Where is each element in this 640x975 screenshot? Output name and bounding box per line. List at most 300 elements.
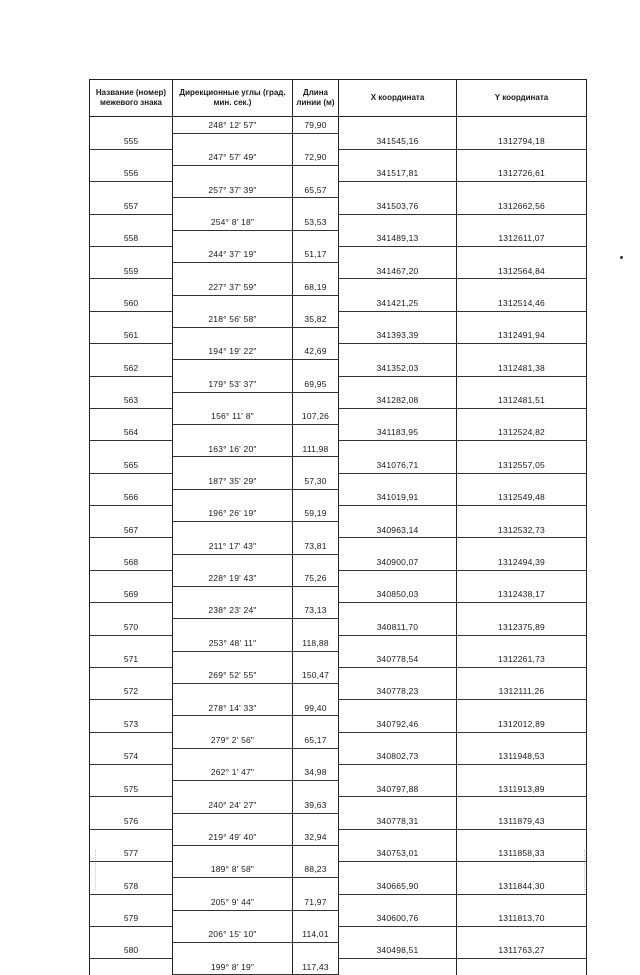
empty-cell (457, 279, 587, 295)
segment-length: 59,19 (293, 506, 339, 522)
empty-cell (339, 700, 457, 716)
table-row (90, 732, 587, 748)
point-name: 574 (90, 748, 173, 764)
empty-cell (293, 392, 339, 408)
empty-cell (457, 182, 587, 198)
y-coordinate: 1311913,89 (457, 781, 587, 797)
point-name: 575 (90, 781, 173, 797)
table-row (90, 441, 587, 457)
table-row (90, 603, 587, 619)
table-row (90, 894, 587, 910)
empty-cell (339, 117, 457, 134)
segment-angle: 219° 49' 40" (173, 829, 293, 845)
empty-cell (339, 667, 457, 683)
table-row (90, 344, 587, 360)
empty-cell (457, 797, 587, 813)
table-row (90, 214, 587, 230)
empty-cell (173, 651, 293, 667)
coordinates-table (89, 79, 587, 975)
segment-length: 71,97 (293, 894, 339, 910)
table-row (90, 813, 587, 829)
y-coordinate: 1312794,18 (457, 133, 587, 149)
empty-cell (90, 829, 173, 845)
empty-cell (293, 489, 339, 505)
empty-cell (90, 247, 173, 263)
empty-cell (457, 473, 587, 489)
empty-cell (293, 425, 339, 441)
segment-length: 51,17 (293, 247, 339, 263)
x-coordinate: 341545,16 (339, 133, 457, 149)
empty-cell (173, 457, 293, 473)
empty-cell (293, 748, 339, 764)
point-name: 562 (90, 360, 173, 376)
point-name: 566 (90, 489, 173, 505)
segment-angle: 199° 8' 19" (173, 959, 293, 975)
empty-cell (339, 765, 457, 781)
table-row (90, 392, 587, 408)
x-coordinate: 341183,95 (339, 425, 457, 441)
empty-cell (339, 182, 457, 198)
point-name: 578 (90, 878, 173, 894)
empty-cell (90, 182, 173, 198)
table-row (90, 408, 587, 424)
y-coordinate: 1312261,73 (457, 651, 587, 667)
empty-cell (457, 441, 587, 457)
empty-cell (293, 327, 339, 343)
segment-length: 88,23 (293, 862, 339, 878)
table-row (90, 506, 587, 522)
segment-angle: 205° 9' 44" (173, 894, 293, 910)
x-coordinate: 340811,70 (339, 619, 457, 635)
empty-cell (173, 522, 293, 538)
table-row (90, 684, 587, 700)
empty-cell (173, 586, 293, 602)
segment-length: 72,90 (293, 149, 339, 165)
point-name: 568 (90, 554, 173, 570)
table-row (90, 247, 587, 263)
x-coordinate: 340778,23 (339, 684, 457, 700)
empty-cell (173, 684, 293, 700)
segment-length: 35,82 (293, 311, 339, 327)
table-row (90, 586, 587, 602)
empty-cell (90, 765, 173, 781)
table-row (90, 538, 587, 554)
empty-cell (90, 408, 173, 424)
empty-cell (339, 344, 457, 360)
empty-cell (173, 716, 293, 732)
table-row (90, 845, 587, 861)
empty-cell (457, 765, 587, 781)
x-coordinate: 340778,54 (339, 651, 457, 667)
segment-length: 99,40 (293, 700, 339, 716)
empty-cell (293, 910, 339, 926)
x-coordinate: 341421,25 (339, 295, 457, 311)
x-coordinate: 340802,73 (339, 748, 457, 764)
empty-cell (293, 813, 339, 829)
table-row (90, 473, 587, 489)
empty-cell (173, 263, 293, 279)
empty-cell (457, 667, 587, 683)
segment-angle: 279° 2' 56" (173, 732, 293, 748)
segment-angle: 163° 16' 20" (173, 441, 293, 457)
empty-cell (90, 700, 173, 716)
x-coordinate: 341503,76 (339, 198, 457, 214)
point-name: 572 (90, 684, 173, 700)
empty-cell (293, 457, 339, 473)
table-row (90, 457, 587, 473)
table-row (90, 862, 587, 878)
y-coordinate: 1311763,27 (457, 943, 587, 959)
empty-cell (293, 651, 339, 667)
point-name: 561 (90, 327, 173, 343)
empty-cell (293, 166, 339, 182)
x-coordinate: 340797,88 (339, 781, 457, 797)
empty-cell (339, 441, 457, 457)
empty-cell (173, 327, 293, 343)
empty-cell (90, 117, 173, 134)
segment-angle: 189° 8' 58" (173, 862, 293, 878)
empty-cell (339, 149, 457, 165)
empty-cell (457, 635, 587, 651)
table-row (90, 133, 587, 149)
table-row (90, 959, 587, 975)
empty-cell (339, 603, 457, 619)
empty-cell (90, 311, 173, 327)
point-name: 563 (90, 392, 173, 408)
segment-angle: 211° 17' 43" (173, 538, 293, 554)
table-row (90, 522, 587, 538)
empty-cell (173, 230, 293, 246)
segment-length: 65,57 (293, 182, 339, 198)
table-row (90, 926, 587, 942)
point-name: 579 (90, 910, 173, 926)
header-direction-angle: Дирекционные углы (град. мин. сек.) (173, 80, 293, 117)
segment-length: 107,26 (293, 408, 339, 424)
segment-length: 69,95 (293, 376, 339, 392)
segment-length: 114,01 (293, 926, 339, 942)
point-name: 564 (90, 425, 173, 441)
segment-length: 73,13 (293, 603, 339, 619)
y-coordinate: 1312662,56 (457, 198, 587, 214)
empty-cell (339, 473, 457, 489)
x-coordinate: 341393,39 (339, 327, 457, 343)
empty-cell (90, 894, 173, 910)
x-coordinate: 341467,20 (339, 263, 457, 279)
segment-angle: 240° 24' 27" (173, 797, 293, 813)
point-name: 565 (90, 457, 173, 473)
table-row (90, 149, 587, 165)
segment-angle: 253° 48' 11" (173, 635, 293, 651)
x-coordinate: 341076,71 (339, 457, 457, 473)
empty-cell (293, 554, 339, 570)
header-y-coordinate: Y координата (457, 80, 587, 117)
point-name: 580 (90, 943, 173, 959)
table-row (90, 295, 587, 311)
header-point-name: Название (номер) межевого знака (90, 80, 173, 117)
x-coordinate: 341517,81 (339, 166, 457, 182)
empty-cell (457, 700, 587, 716)
empty-cell (90, 344, 173, 360)
table-row (90, 166, 587, 182)
segment-angle: 269° 52' 55" (173, 667, 293, 683)
empty-cell (339, 829, 457, 845)
empty-cell (339, 732, 457, 748)
table-row (90, 198, 587, 214)
empty-cell (293, 230, 339, 246)
x-coordinate: 341019,91 (339, 489, 457, 505)
segment-length: 42,69 (293, 344, 339, 360)
empty-cell (293, 716, 339, 732)
x-coordinate: 341282,08 (339, 392, 457, 408)
table-row (90, 327, 587, 343)
empty-cell (457, 247, 587, 263)
segment-angle: 194° 19' 22" (173, 344, 293, 360)
empty-cell (457, 376, 587, 392)
empty-cell (457, 570, 587, 586)
y-coordinate: 1311858,33 (457, 845, 587, 861)
segment-length: 39,63 (293, 797, 339, 813)
empty-cell (457, 926, 587, 942)
empty-cell (457, 506, 587, 522)
table-row (90, 700, 587, 716)
y-coordinate: 1311948,53 (457, 748, 587, 764)
y-coordinate: 1312532,73 (457, 522, 587, 538)
x-coordinate: 340850,03 (339, 586, 457, 602)
segment-length: 150,47 (293, 667, 339, 683)
empty-cell (339, 311, 457, 327)
segment-length: 34,98 (293, 765, 339, 781)
empty-cell (293, 360, 339, 376)
empty-cell (339, 376, 457, 392)
table-body (90, 117, 587, 975)
table-row (90, 554, 587, 570)
empty-cell (339, 214, 457, 230)
segment-length: 57,30 (293, 473, 339, 489)
empty-cell (90, 538, 173, 554)
table-row (90, 748, 587, 764)
point-name: 556 (90, 166, 173, 182)
segment-angle: 254° 8' 18" (173, 214, 293, 230)
empty-cell (90, 506, 173, 522)
empty-cell (457, 603, 587, 619)
point-name: 557 (90, 198, 173, 214)
header-line-length: Длина линии (м) (293, 80, 339, 117)
empty-cell (293, 684, 339, 700)
empty-cell (457, 829, 587, 845)
point-name: 558 (90, 230, 173, 246)
y-coordinate: 1312524,82 (457, 425, 587, 441)
y-coordinate: 1312111,26 (457, 684, 587, 700)
empty-cell (293, 878, 339, 894)
segment-length: 75,26 (293, 570, 339, 586)
x-coordinate: 340963,14 (339, 522, 457, 538)
empty-cell (293, 586, 339, 602)
empty-cell (173, 392, 293, 408)
table-row (90, 716, 587, 732)
segment-angle: 179° 53' 37" (173, 376, 293, 392)
table-row (90, 943, 587, 959)
empty-cell (457, 408, 587, 424)
y-coordinate: 1312514,46 (457, 295, 587, 311)
empty-cell (173, 489, 293, 505)
x-coordinate: 340778,31 (339, 813, 457, 829)
segment-angle: 238° 23' 24" (173, 603, 293, 619)
empty-cell (90, 959, 173, 975)
point-name: 569 (90, 586, 173, 602)
table-row (90, 425, 587, 441)
empty-cell (173, 748, 293, 764)
point-name: 559 (90, 263, 173, 279)
y-coordinate: 1312494,39 (457, 554, 587, 570)
empty-cell (90, 149, 173, 165)
segment-angle: 257° 37' 39" (173, 182, 293, 198)
empty-cell (339, 894, 457, 910)
segment-length: 68,19 (293, 279, 339, 295)
table-row (90, 570, 587, 586)
empty-cell (457, 344, 587, 360)
segment-length: 79,90 (293, 117, 339, 134)
segment-angle: 248° 12' 57" (173, 117, 293, 134)
empty-cell (173, 554, 293, 570)
header-x-coordinate: X координата (339, 80, 457, 117)
empty-cell (339, 538, 457, 554)
segment-angle: 156° 11' 8" (173, 408, 293, 424)
x-coordinate: 340792,46 (339, 716, 457, 732)
empty-cell (90, 279, 173, 295)
empty-cell (173, 781, 293, 797)
segment-length: 111,98 (293, 441, 339, 457)
point-name: 560 (90, 295, 173, 311)
empty-cell (339, 635, 457, 651)
table-row (90, 182, 587, 198)
empty-cell (457, 311, 587, 327)
segment-angle: 187° 35' 29" (173, 473, 293, 489)
x-coordinate: 340900,07 (339, 554, 457, 570)
empty-cell (457, 959, 587, 975)
segment-length: 53,53 (293, 214, 339, 230)
table-row (90, 360, 587, 376)
empty-cell (90, 441, 173, 457)
empty-cell (339, 506, 457, 522)
x-coordinate: 340498,51 (339, 943, 457, 959)
table-row (90, 635, 587, 651)
empty-cell (173, 813, 293, 829)
segment-angle: 247° 57' 49" (173, 149, 293, 165)
empty-cell (457, 862, 587, 878)
point-name: 571 (90, 651, 173, 667)
empty-cell (90, 926, 173, 942)
empty-cell (457, 149, 587, 165)
y-coordinate: 1311844,30 (457, 878, 587, 894)
empty-cell (457, 732, 587, 748)
segment-length: 118,88 (293, 635, 339, 651)
y-coordinate: 1312481,51 (457, 392, 587, 408)
y-coordinate: 1311813,70 (457, 910, 587, 926)
empty-cell (339, 408, 457, 424)
empty-cell (339, 797, 457, 813)
point-name: 573 (90, 716, 173, 732)
empty-cell (90, 376, 173, 392)
point-name: 576 (90, 813, 173, 829)
table-row (90, 230, 587, 246)
empty-cell (339, 279, 457, 295)
empty-cell (90, 862, 173, 878)
x-coordinate: 340665,90 (339, 878, 457, 894)
segment-angle: 196° 26' 19" (173, 506, 293, 522)
empty-cell (293, 845, 339, 861)
empty-cell (457, 117, 587, 134)
y-coordinate: 1312375,89 (457, 619, 587, 635)
empty-cell (90, 570, 173, 586)
empty-cell (90, 603, 173, 619)
x-coordinate: 340753,01 (339, 845, 457, 861)
table-row (90, 878, 587, 894)
point-name: 570 (90, 619, 173, 635)
x-coordinate: 341352,03 (339, 360, 457, 376)
empty-cell (90, 797, 173, 813)
table-row (90, 829, 587, 845)
scan-speck (620, 256, 623, 259)
empty-cell (173, 425, 293, 441)
segment-angle: 227° 37' 59" (173, 279, 293, 295)
table-row (90, 651, 587, 667)
y-coordinate: 1312012,89 (457, 716, 587, 732)
table-row (90, 263, 587, 279)
empty-cell (293, 781, 339, 797)
y-coordinate: 1312611,07 (457, 230, 587, 246)
empty-cell (90, 635, 173, 651)
empty-cell (173, 943, 293, 959)
empty-cell (173, 166, 293, 182)
segment-length: 117,43 (293, 959, 339, 975)
empty-cell (173, 198, 293, 214)
segment-length: 32,94 (293, 829, 339, 845)
empty-cell (293, 198, 339, 214)
segment-length: 65,17 (293, 732, 339, 748)
empty-cell (293, 943, 339, 959)
segment-length: 73,81 (293, 538, 339, 554)
empty-cell (339, 862, 457, 878)
empty-cell (293, 295, 339, 311)
empty-cell (457, 214, 587, 230)
y-coordinate: 1312726,61 (457, 166, 587, 182)
table-row (90, 376, 587, 392)
empty-cell (90, 214, 173, 230)
point-name: 555 (90, 133, 173, 149)
empty-cell (173, 295, 293, 311)
point-name: 567 (90, 522, 173, 538)
y-coordinate: 1312491,94 (457, 327, 587, 343)
table-header-row (90, 80, 587, 117)
y-coordinate: 1312438,17 (457, 586, 587, 602)
empty-cell (457, 894, 587, 910)
empty-cell (339, 959, 457, 975)
segment-angle: 206° 15' 10" (173, 926, 293, 942)
empty-cell (173, 845, 293, 861)
empty-cell (173, 878, 293, 894)
empty-cell (339, 926, 457, 942)
table-row (90, 279, 587, 295)
point-name: 577 (90, 845, 173, 861)
empty-cell (293, 522, 339, 538)
y-coordinate: 1312481,38 (457, 360, 587, 376)
table-row (90, 910, 587, 926)
empty-cell (173, 360, 293, 376)
table-row (90, 489, 587, 505)
empty-cell (457, 538, 587, 554)
empty-cell (339, 247, 457, 263)
empty-cell (90, 473, 173, 489)
